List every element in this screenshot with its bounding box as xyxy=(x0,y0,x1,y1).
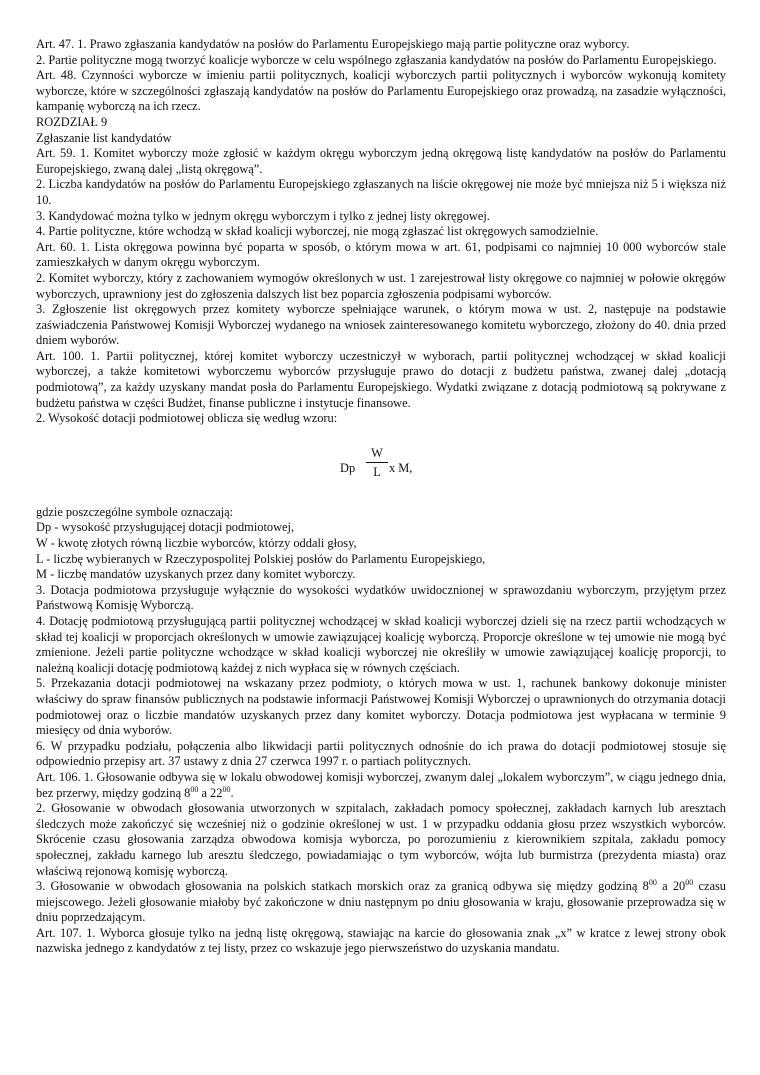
article-100-par-5: 5. Przekazania dotacji podmiotowej na wskazany przez podmioty, o których mowa w ust. 1, rachunek bankowy dokonuje minister właściwy do spraw finansów publicznych na podstawie informacji Państwowej Komisji Wyborczej o uprawnionych do otrzymania dotacji podmiotowej oraz o liczbie mandatów uzyskanych przez dany komitet wyborczy. Dotacja podmiotowa jest wypłacana w terminie 9 miesięcy od dnia wyborów. xyxy=(36,676,726,738)
article-100-par-2: 2. Wysokość dotacji podmiotowej oblicza się według wzoru: xyxy=(36,411,338,426)
symbol-w: W - kwotę złotych równą liczbie wyborców, którzy oddali głosy, xyxy=(36,536,357,551)
article-60-par-3: 3. Zgłoszenie list okręgowych przez komitety wyborcze spełniające warunek, o którym mowa w ust. 2, następuje na podstawie zaświadczenia Państwowej Komisji Wyborczej wydanego na wniosek zainteresowanego komitetu wyborczego, złożony do 40. dnia przed dniem wyborów. xyxy=(36,302,726,348)
article-100-par-6: 6. W przypadku podziału, połączenia albo likwidacji partii politycznych odnośnie do ich prawa do dotacji podmiotowej stosuje się odpowiednio przepisy art. 37 ustawy z dnia 27 czerwca 1997 r. o partiach politycznych. xyxy=(36,738,726,769)
symbol-m: M - liczbę mandatów uzyskanych przez dany komitet wyborczy. xyxy=(36,567,356,582)
superscript: 00 xyxy=(222,784,231,794)
article-106-par-3 xyxy=(36,879,726,926)
formula-numerator: W xyxy=(371,445,383,460)
article-48: Art. 48. Czynności wyborcze w imieniu partii politycznych, koalicji wyborczych partii politycznych i wyborców wykonują komitety wyborcze, które w szczególności zgłaszają kandydatów na posłów do Parlamentu Europejskiego oraz prowadzą, na zasadzie wyłączności, kampanię wyborczą na ich rzecz. xyxy=(36,68,726,114)
chapter-heading: ROZDZIAŁ 9 xyxy=(36,114,108,129)
formula-fraction xyxy=(366,445,388,480)
article-106-par-2: 2. Głosowanie w obwodach głosowania utworzonych w szpitalach, zakładach pomocy społecznej, zakładach karnych lub aresztach śledczych może zakończyć się wcześniej niż o godzinie określonej w ust. 1 w przypadku oddania głosu przez wszystkich wyborców. Skrócenie czasu głosowania zarządza obwodowa komisja wyborcza, po porozumieniu z kierownikiem szpitala, zakładu pomocy społecznej, zakładu karnego lub aresztu śledczego, powiadamiając o tym wyborców, wójta lub burmistrza (prezydenta miasta) oraz właściwą rejonową komisję wyborczą. xyxy=(36,801,726,878)
superscript: 00 xyxy=(190,784,199,794)
article-59-par-1: Art. 59. 1. Komitet wyborczy może zgłosić w każdym okręgu wyborczym jedną okręgową listę kandydatów na posłów do Parlamentu Europejskiego, zwaną dalej „listą okręgową”. xyxy=(36,146,726,176)
superscript: 00 xyxy=(648,877,657,887)
article-106-par-1 xyxy=(36,770,726,801)
article-47-par-1: Art. 47. 1. Prawo zgłaszania kandydatów na posłów do Parlamentu Europejskiego mają partie polityczne oraz wyborcy. xyxy=(36,37,630,51)
symbols-intro: gdzie poszczególne symbole oznaczają: xyxy=(36,504,234,519)
article-100-par-1: Art. 100. 1. Partii politycznej, której komitet wyborczy uczestniczył w wyborach, partii politycznej wchodzącej w skład koalicji wyborczej, a także komitetowi wyborczemu wyborców przysługuje prawo do dotacji z budżetu państwa, zwanej dalej „dotacją podmiotową”, za każdy uzyskany mandat posła do Parlamentu Europejskiego. Wydatki związane z dotacją podmiotową są pokrywane z budżetu państwa w części Budżet, finanse publiczne i instytucje finansowe. xyxy=(36,348,726,410)
chapter-title: Zgłaszanie list kandydatów xyxy=(36,130,172,145)
article-59-par-2: 2. Liczba kandydatów na posłów do Parlamentu Europejskiego zgłaszanych na liście okręgowej nie może być mniejsza niż 5 i większa niż 10. xyxy=(36,177,726,207)
symbol-l: L - liczbę wybieranych w Rzeczypospolitej Polskiej posłów do Parlamentu Europejskiego, xyxy=(36,551,486,566)
article-100-par-3: 3. Dotacja podmiotowa przysługuje wyłącznie do wysokości wydatków uwidocznionej w sprawozdaniu wyborczym, przyjętym przez Państwową Komisję Wyborczą. xyxy=(36,582,726,613)
article-100-par-4: 4. Dotację podmiotową przysługującą partii politycznej wchodzącej w skład koalicji wyborczej dzieli się na rzecz partii wchodzących w skład tej koalicji w proporcjach określonych w umowie zawiązującej koalicję wyborczą. Proporcje określone w tej umowie nie mogą być zmienione. Jeżeli partie polityczne wchodzące w skład koalicji wyborczej nie określiły w umowie zawiązującej koalicję proporcji, to należną koalicji dotację podmiotową każdej z nich wypłaca się w równych częściach. xyxy=(36,614,726,675)
document-body xyxy=(36,37,726,957)
text-segment: 3. Głosowanie w obwodach głosowania na polskich statkach morskich oraz za granicą odbywa się między godziną 8 xyxy=(36,879,649,894)
article-59-par-3: 3. Kandydować można tylko w jednym okręgu wyborczym i tylko z jednej listy okręgowej. xyxy=(36,208,490,223)
text-segment: Art. 106. 1. Głosowanie odbywa się w lokalu obwodowej komisji wyborczej, zwanym dalej „lokalem wyborczym”, w ciągu jednego dnia, bez przerwy, między godziną 8 xyxy=(36,769,726,800)
symbol-dp: Dp - wysokość przysługującej dotacji podmiotowej, xyxy=(36,520,295,535)
text-segment: czasu miejscowego. Jeżeli głosowanie miałoby być zakończone w dniu następnym po dniu głosowania w kraju, głosowanie przeprowadza się w dniu poprzedzającym. xyxy=(36,879,726,925)
superscript: 00 xyxy=(685,877,694,887)
article-59-par-4: 4. Partie polityczne, które wchodzą w skład koalicji wyborczej, nie mogą zgłaszać list okręgowych samodzielnie. xyxy=(36,224,599,239)
article-60-par-2: 2. Komitet wyborczy, który z zachowaniem wymogów określonych w ust. 1 zarejestrował listy okręgowe co najmniej w połowie okręgów wyborczych, uprawniony jest do zgłoszenia dalszych list bez poparcia zgłoszenia podpisami wyborców. xyxy=(36,270,726,301)
text-segment: a 20 xyxy=(656,879,686,894)
formula-denominator: L xyxy=(373,464,381,479)
subsidy-formula xyxy=(36,433,726,497)
article-47-par-2: 2. Partie polityczne mogą tworzyć koalicje wyborcze w celu wspólnego zgłaszania kandydatów na posłów do Parlamentu Europejskiego. xyxy=(36,52,717,67)
article-60-par-1: Art. 60. 1. Lista okręgowa powinna być poparta w sposób, o którym mowa w art. 61, podpisami co najmniej 10 000 wyborców stale zamieszkałych w danym okręgu wyborczym. xyxy=(36,239,726,270)
formula-rhs: x M, xyxy=(389,460,413,475)
formula-lhs: Dp xyxy=(340,460,356,475)
text-segment: a 22 xyxy=(198,785,223,800)
article-107-par-1: Art. 107. 1. Wyborca głosuje tylko na jedną listę okręgową, stawiając na karcie do głosowania znak „x” w kratce z lewej strony obok nazwiska jednego z kandydatów z tej listy, przez co wskazuje jego pierwszeństwo do uzyskania mandatu. xyxy=(36,925,726,956)
text-segment: . xyxy=(230,785,234,800)
fraction-bar xyxy=(366,462,388,463)
